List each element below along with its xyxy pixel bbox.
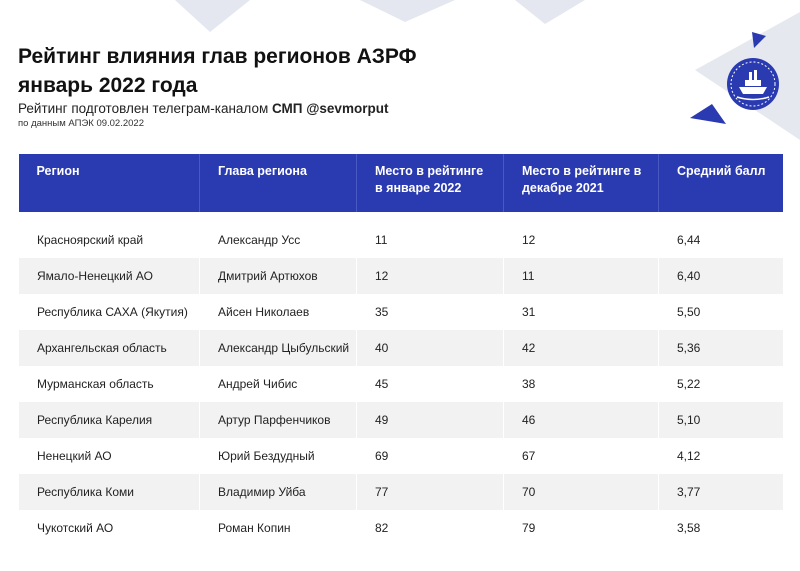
cell-rank-dec: 11 [504, 258, 659, 294]
cell-score: 5,10 [659, 402, 783, 438]
cell-rank-jan: 45 [357, 366, 504, 402]
cell-rank-jan: 49 [357, 402, 504, 438]
cell-rank-dec: 46 [504, 402, 659, 438]
column-header-score: Средний балл [659, 154, 783, 212]
table-row [19, 330, 783, 366]
column-header-region: Регион [19, 154, 200, 212]
cell-region: Республика Карелия [19, 402, 200, 438]
cell-head: Александр Усс [200, 212, 357, 258]
table-header-row [19, 154, 783, 212]
table-row [19, 366, 783, 402]
column-header-head: Глава региона [200, 154, 357, 212]
cell-score: 6,44 [659, 212, 783, 258]
table-row [19, 212, 783, 258]
cell-head: Роман Копин [200, 510, 357, 546]
cell-region: Ненецкий АО [19, 438, 200, 474]
subtitle-prefix: Рейтинг подготовлен телеграм-каналом [18, 101, 272, 116]
cell-region: Красноярский край [19, 212, 200, 258]
title-line-1: Рейтинг влияния глав регионов АЗРФ [18, 45, 417, 68]
icebreaker-logo-icon [727, 58, 779, 110]
cell-rank-dec: 67 [504, 438, 659, 474]
cell-rank-dec: 42 [504, 330, 659, 366]
cell-rank-jan: 35 [357, 294, 504, 330]
cell-score: 6,40 [659, 258, 783, 294]
cell-head: Дмитрий Артюхов [200, 258, 357, 294]
subtitle [18, 101, 388, 116]
cell-rank-jan: 11 [357, 212, 504, 258]
table-row [19, 510, 783, 546]
cell-rank-jan: 12 [357, 258, 504, 294]
table-row [19, 258, 783, 294]
cell-score: 4,12 [659, 438, 783, 474]
table-row [19, 438, 783, 474]
rating-table [18, 154, 783, 546]
cell-head: Артур Парфенчиков [200, 402, 357, 438]
table-row [19, 402, 783, 438]
cell-rank-dec: 70 [504, 474, 659, 510]
cell-score: 5,50 [659, 294, 783, 330]
cell-head: Айсен Николаев [200, 294, 357, 330]
subtitle-channel: СМП @sevmorput [271, 101, 389, 116]
cell-rank-dec: 12 [504, 212, 659, 258]
cell-region: Ямало-Ненецкий АО [19, 258, 200, 294]
column-header-rank-jan: Место в рейтинге в январе 2022 [357, 154, 504, 212]
cell-score: 3,58 [659, 510, 783, 546]
cell-region: Чукотский АО [19, 510, 200, 546]
source-note: по данным АПЭК 09.02.2022 [18, 118, 144, 129]
table-row [19, 474, 783, 510]
title-line-2: январь 2022 года [18, 74, 198, 97]
cell-rank-jan: 69 [357, 438, 504, 474]
cell-head: Владимир Уйба [200, 474, 357, 510]
cell-region: Республика САХА (Якутия) [19, 294, 200, 330]
cell-region: Архангельская область [19, 330, 200, 366]
cell-rank-jan: 40 [357, 330, 504, 366]
cell-head: Александр Цыбульский [200, 330, 357, 366]
cell-score: 3,77 [659, 474, 783, 510]
cell-rank-jan: 77 [357, 474, 504, 510]
cell-head: Юрий Бездудный [200, 438, 357, 474]
page-title [18, 42, 417, 100]
cell-rank-dec: 79 [504, 510, 659, 546]
cell-rank-dec: 38 [504, 366, 659, 402]
cell-score: 5,36 [659, 330, 783, 366]
cell-rank-jan: 82 [357, 510, 504, 546]
cell-region: Республика Коми [19, 474, 200, 510]
cell-score: 5,22 [659, 366, 783, 402]
cell-region: Мурманская область [19, 366, 200, 402]
cell-rank-dec: 31 [504, 294, 659, 330]
table-row [19, 294, 783, 330]
column-header-rank-dec: Место в рейтинге в декабре 2021 [504, 154, 659, 212]
cell-head: Андрей Чибис [200, 366, 357, 402]
